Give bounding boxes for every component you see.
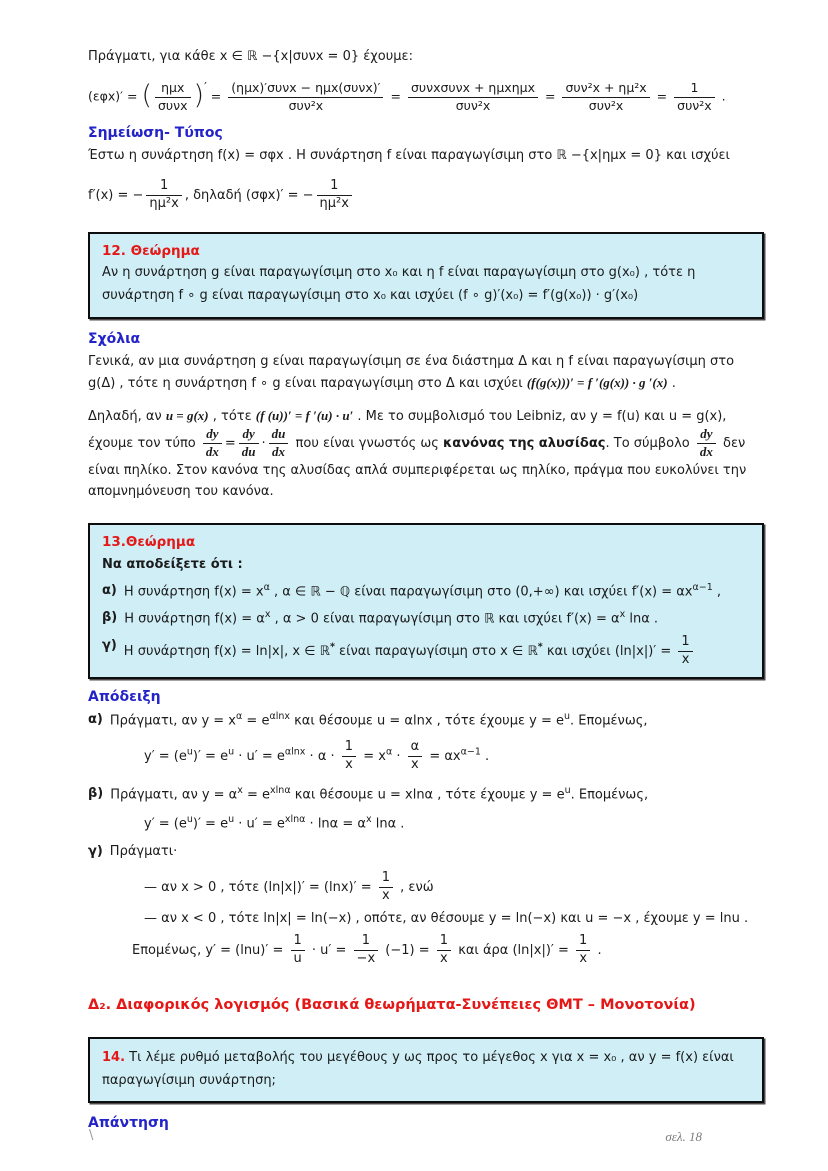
equals-sign: =	[390, 88, 401, 104]
proof-c-final-formula: Επομένως, y′ = (lnu)′ = $\frac{1}{u}$ · u′ = $\frac{1}{-x}$ (−1) = $\frac{1}{x}$ και άρα (ln|x|)′ = $\frac{1}{x}$ .	[132, 933, 602, 967]
footer-slash-mark: \	[89, 1128, 94, 1143]
proof-item-c	[88, 841, 764, 862]
item-label: α)	[88, 712, 103, 728]
fraction: $\frac{dy}{dx}$	[697, 427, 716, 460]
text-segment: , τότε	[208, 408, 256, 424]
proof-c-case-positive: — αν x > 0 , τότε (ln|x|)′ = (lnx)′ = $\frac{1}{x}$ , ενώ	[144, 869, 434, 903]
item-label: β)	[102, 610, 118, 626]
fraction: $\frac{1}{x}$	[437, 934, 451, 967]
text-segment: δεν είναι πηλίκο. Στον κανόνα της αλυσίδας απλά συμπεριφέρεται ως πηλίκο, πράγμα που ευκολύνει την απομνημόνευση του κανόνα.	[88, 435, 747, 500]
note-heading: Σημείωση- Τύπος	[88, 125, 223, 142]
footer-page-number: σελ. 18	[665, 1129, 702, 1144]
item-text: Πράγματι·	[109, 844, 178, 860]
text-segment: Τι λέμε ρυθμό μεταβολής του μεγέθους y ως προς το μέγεθος x για x = x₀ , αν y = f(x) είναι παραγωγίσιμη συνάρτηση;	[102, 1050, 734, 1089]
text-segment: . Με το συμβολισμό του Leibniz, αν y = f(u) και u = g(x), έχουμε τον τύπο	[88, 408, 727, 451]
fraction: $\frac{1}{u}$	[291, 934, 305, 967]
superscript: xlnα	[270, 785, 291, 797]
equals-sign: =	[544, 88, 556, 104]
question-14-number: 14.	[102, 1050, 126, 1066]
intro-paragraph: Πράγματι, για κάθε x ∈ ℝ −{x|συνx = 0} έχουμε:	[88, 49, 413, 64]
superscript: u	[564, 785, 571, 797]
fraction: $\frac{1}{\text{συν²x}}$	[674, 81, 715, 113]
question-14-text	[102, 1047, 750, 1093]
theorem-12-body	[102, 262, 750, 306]
fraction: $\frac{\text{(ημx)′συνx − ημx(συνx)′}}{\text{συν²x}}$	[228, 81, 383, 113]
fraction: $\frac{\text{συνxσυνx + ημxημx}}{\text{συν²x}}$	[408, 81, 538, 113]
superscript: *	[537, 641, 543, 653]
equals-sign: =	[224, 435, 236, 451]
question-14-box	[88, 1037, 764, 1103]
theorem-13-box	[88, 523, 764, 680]
superscript: xlnα	[284, 813, 306, 825]
proof-b-formula: $y' = (e^u)' = e^u \cdot u' = e^{xln\alpha} \cdot \ln\alpha = \alpha^x$ lnα .	[144, 813, 405, 832]
note-paragraph: Έστω η συνάρτηση f(x) = σφx . Η συνάρτηση f είναι παραγωγίσιμη στο ℝ −{x|ημx = 0} και ισχύει	[88, 148, 730, 164]
theorem-13-item-a	[102, 580, 750, 603]
comments-paragraph-1	[88, 351, 764, 395]
superscript: u	[186, 813, 193, 825]
section-d2-label: Δ₂.	[88, 997, 112, 1014]
superscript: u	[228, 813, 235, 825]
fraction: $\frac{1}{-x}$	[354, 934, 379, 967]
formula-mid: , δηλαδή (σφx)′ = −	[184, 187, 314, 203]
comments-heading: Σχόλια	[88, 330, 141, 347]
proof-item-a	[88, 709, 764, 732]
proof-a-formula: $y' = (e^u)' = e^u \cdot u' = e^{\alpha lnx} \cdot \alpha$ · $\frac{1}{x}$ = $x^\alpha$ · $\frac{\alpha}{x}$ = $\alpha x^{\alpha-1}$ .	[144, 739, 490, 773]
fraction: $\frac{\alpha}{x}$	[408, 740, 423, 773]
formula-lhs: (εφx)′ =	[88, 88, 138, 104]
cot-derivative-formula	[88, 179, 764, 212]
item-text: Η συνάρτηση f(x) = ln|x|, x ∈ ℝ* είναι παραγωγίσιμη στο x ∈ ℝ* και ισχύει (ln|x|)′ = $\frac{1}{x}$	[124, 635, 750, 668]
theorem-13-heading: 13.Θεώρημα	[102, 533, 196, 550]
math-segment: u = g(x)	[165, 407, 209, 423]
big-open-paren: (	[141, 79, 152, 111]
superscript: α−1	[692, 581, 713, 593]
text-segment: που είναι γνωστός ως	[291, 435, 444, 451]
proof-heading: Απόδειξη	[88, 689, 161, 706]
superscript: α	[385, 746, 393, 758]
text-segment: . Το σύμβολο	[605, 435, 694, 451]
fraction: $\frac{1}{x}$	[576, 934, 590, 967]
comments-paragraph-2	[88, 405, 764, 503]
equals-sign: =	[656, 88, 668, 104]
superscript: x	[264, 609, 271, 621]
item-text: Η συνάρτηση $f(x) = \alpha^x$ , α > 0 είναι παραγωγίσιμη στο ℝ και ισχύει $f'(x) = \alpha^x$ lnα .	[124, 609, 659, 627]
prime-mark: ′	[204, 79, 207, 94]
math-segment: (f(g(x)))′ = f ′(g(x)) · g ′(x)	[526, 375, 668, 391]
text-segment: Γενικά, αν μια συνάρτηση g είναι παραγωγίσιμη σε ένα διάστημα Δ και η f είναι παραγωγίσιμη στο g(Δ) , τότε η συνάρτηση f ∘ g είναι παραγωγίσιμη στο Δ και ισχύει	[88, 353, 735, 392]
math-segment: (f ∘ g)′(x₀) = f′(g(x₀)) · g′(x₀)	[458, 287, 639, 303]
answer-heading: Απάντηση	[88, 1114, 169, 1131]
item-text: Η συνάρτηση $f(x) = x^\alpha$ , α ∈ ℝ − ℚ είναι παραγωγίσιμη στο (0,+∞) και ισχύει $f'(x) = \alpha x^{\alpha-1}$ ,	[123, 581, 722, 600]
equals-sign: =	[210, 88, 222, 104]
superscript: u	[186, 746, 193, 758]
proof-item-b	[88, 783, 764, 806]
fraction: $\frac{1}{x}$	[379, 871, 393, 904]
fraction: $\frac{1}{x}$	[678, 635, 692, 668]
item-text: Πράγματι, αν $y = \alpha^x = e^{xln\alpha}$ και θέσουμε u = xlnα , τότε έχουμε $y = e^u$. Επομένως,	[110, 785, 649, 803]
section-d2-title: Διαφορικός λογισμός (Βασικά θεωρήματα-Συνέπειες ΘΜΤ – Μονοτονία)	[111, 997, 696, 1014]
superscript: x	[365, 813, 372, 825]
theorem-13-subheading: Να αποδείξετε ότι :	[102, 556, 243, 572]
chain-rule-bold: κανόνας της αλυσίδας	[443, 435, 606, 451]
fraction: $\frac{dy}{du}$	[239, 427, 259, 460]
text-segment: .	[667, 376, 676, 392]
text-segment: Αν η συνάρτηση g είναι παραγωγίσιμη στο x₀ και η f είναι παραγωγίσιμη στο g(x₀) , τότε η συνάρτηση f ∘ g είναι παραγωγίσιμη στο x₀ και ισχύει	[102, 265, 696, 303]
math-segment: (f (u))′ = f ′(u) · u′	[255, 407, 354, 423]
fraction: $\frac{\text{συν²x + ημ²x}}{\text{συν²x}}$	[562, 81, 649, 113]
item-label: γ)	[102, 637, 117, 653]
superscript: α	[263, 581, 270, 593]
dot-operator: ·	[261, 435, 266, 451]
tan-derivative-formula	[88, 81, 764, 113]
item-text: Πράγματι, αν $y = x^\alpha = e^{\alpha lnx}$ και θέσουμε u = αlnx , τότε έχουμε $y = e^u$. Επομένως,	[109, 711, 648, 729]
fraction: $\frac{\text{ημx}}{\text{συνx}}$	[155, 81, 191, 113]
proof-c-case-negative: — αν x < 0 , τότε ln|x| = ln(−x) , οπότε, αν θέσουμε y = ln(−x) και u = −x , έχουμε y = lnu .	[144, 911, 749, 927]
item-label: γ)	[88, 844, 103, 860]
text-segment: Δηλαδή, αν	[88, 408, 166, 424]
theorem-13-item-c	[102, 635, 750, 668]
theorem-13-item-b	[102, 607, 750, 630]
superscript: x	[619, 609, 626, 621]
superscript: α−1	[460, 746, 481, 758]
item-label: β)	[88, 786, 104, 802]
end-period: .	[721, 88, 726, 104]
fraction: $\frac{du}{dx}$	[269, 427, 289, 460]
superscript: αlnx	[269, 711, 290, 723]
big-close-paren: )	[193, 79, 205, 111]
fraction: $\frac{1}{\text{ημ²x}}$	[317, 179, 352, 212]
superscript: u	[563, 711, 570, 723]
fraction: $\frac{1}{\text{ημ²x}}$	[146, 179, 181, 212]
item-label: α)	[102, 582, 117, 598]
theorem-12-box	[88, 232, 764, 319]
superscript: αlnx	[284, 746, 306, 758]
superscript: u	[228, 746, 235, 758]
formula-lhs: f′(x) = −	[88, 187, 144, 203]
superscript: α	[236, 711, 243, 723]
superscript: *	[329, 641, 335, 653]
fraction: $\frac{dy}{dx}$	[203, 427, 222, 460]
section-d2-heading	[88, 997, 764, 1013]
fraction: $\frac{1}{x}$	[342, 740, 356, 773]
superscript: x	[237, 785, 243, 797]
theorem-12-heading: 12. Θεώρημα	[102, 242, 200, 259]
